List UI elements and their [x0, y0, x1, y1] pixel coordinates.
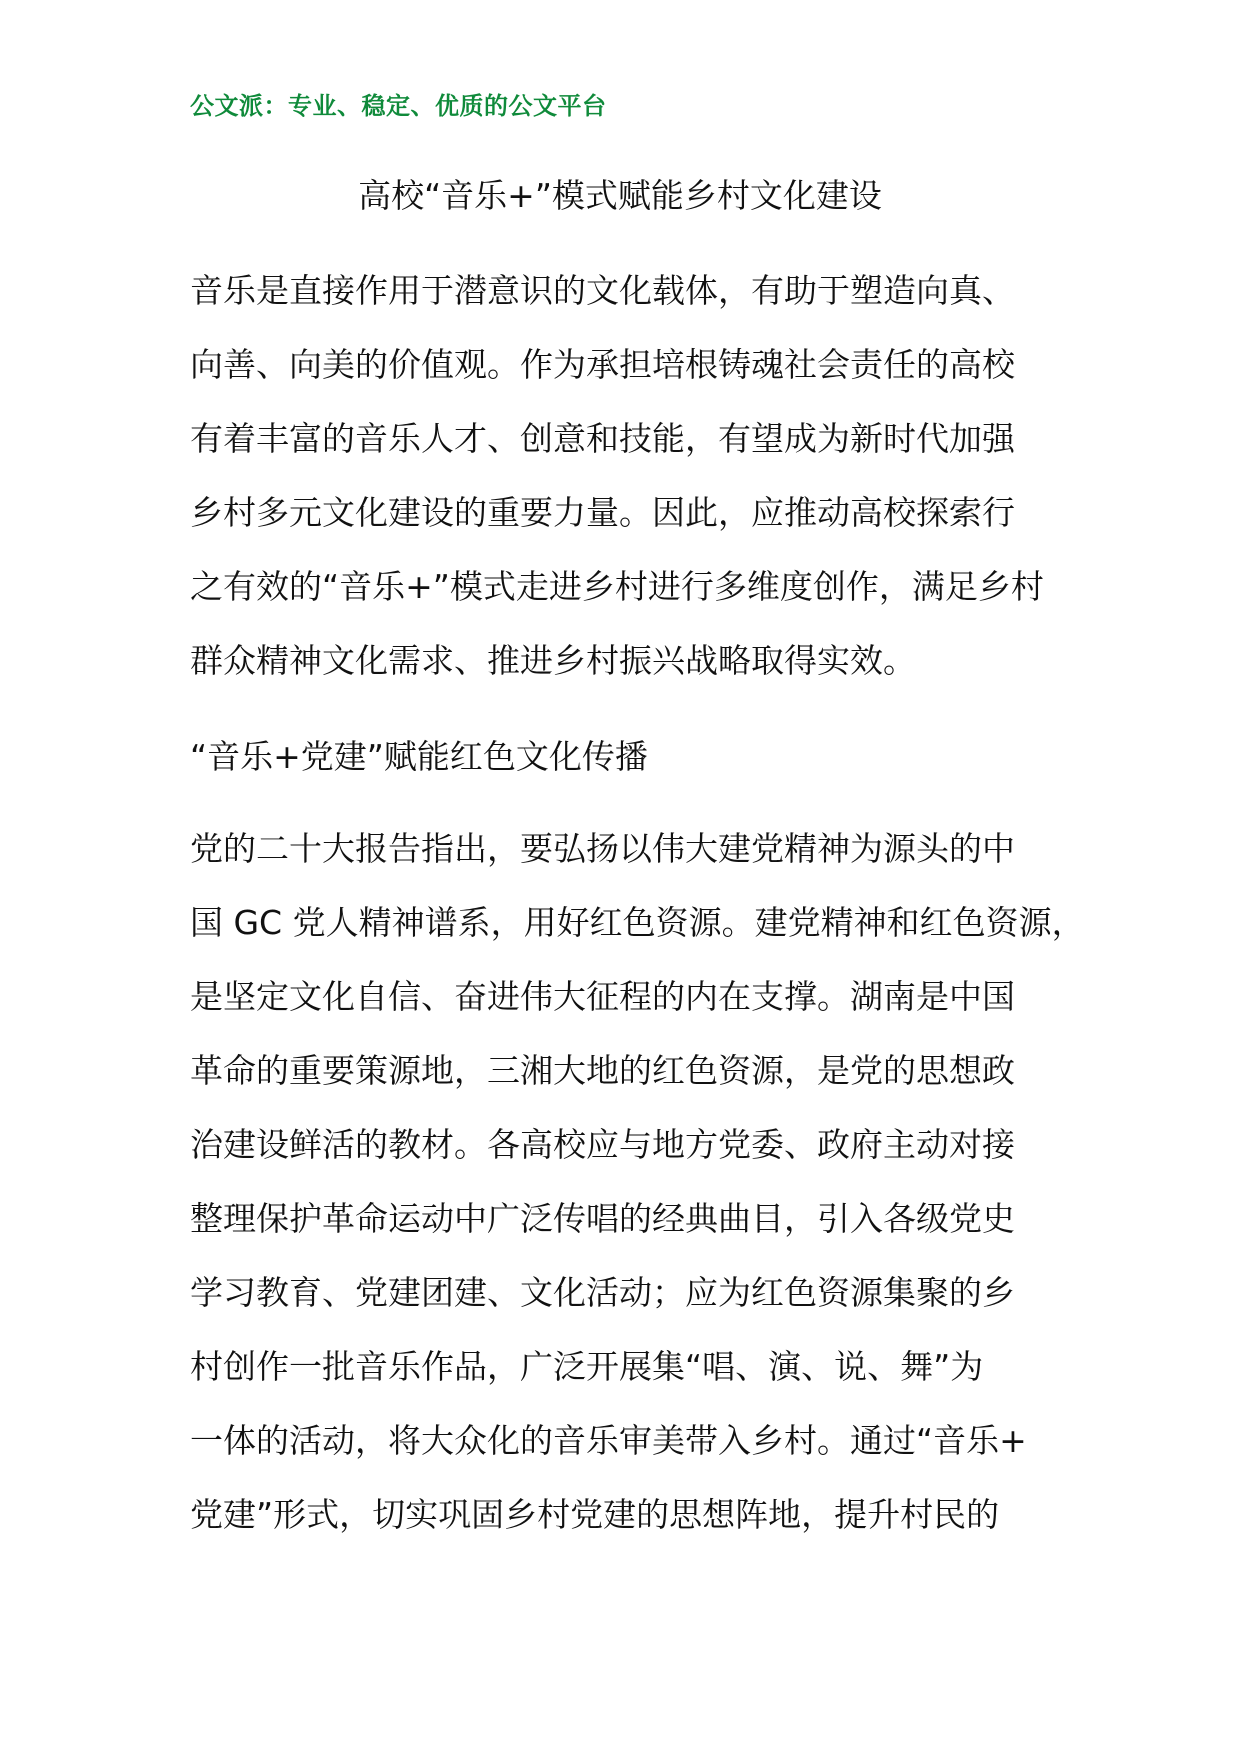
- section-heading: “音乐+党建”赋能红色文化传播: [190, 737, 648, 776]
- body-paragraph: [190, 812, 1085, 1552]
- text-line: 音乐是直接作用于潜意识的文化载体，有助于塑造向真、: [190, 271, 1015, 310]
- text-line: 向善、向美的价值观。作为承担培根铸魂社会责任的高校: [190, 345, 1015, 384]
- text-line: 国 GC 党人精神谱系，用好红色资源。建党精神和红色资源，: [190, 903, 1085, 942]
- document-title: 高校“音乐+”模式赋能乡村文化建设: [358, 176, 882, 215]
- text-line: 党建”形式，切实巩固乡村党建的思想阵地，提升村民的: [190, 1495, 1000, 1534]
- text-line: 村创作一批音乐作品，广泛开展集“唱、演、说、舞”为: [190, 1347, 984, 1386]
- text-line: 群众精神文化需求、推进乡村振兴战略取得实效。: [190, 641, 916, 680]
- text-line: 是坚定文化自信、奋进伟大征程的内在支撑。湖南是中国: [190, 977, 1015, 1016]
- text-line: 有着丰富的音乐人才、创意和技能，有望成为新时代加强: [190, 419, 1015, 458]
- text-line: 一体的活动，将大众化的音乐审美带入乡村。通过“音乐+: [190, 1421, 1027, 1460]
- text-line: 整理保护革命运动中广泛传唱的经典曲目，引入各级党史: [190, 1199, 1015, 1238]
- text-line: 党的二十大报告指出，要弘扬以伟大建党精神为源头的中: [190, 829, 1015, 868]
- text-line: 革命的重要策源地，三湘大地的红色资源，是党的思想政: [190, 1051, 1015, 1090]
- header-banner: 公文派：专业、稳定、优质的公文平台: [190, 92, 607, 120]
- intro-paragraph: [190, 254, 1070, 698]
- text-line: 治建设鲜活的教材。各高校应与地方党委、政府主动对接: [190, 1125, 1015, 1164]
- text-line: 乡村多元文化建设的重要力量。因此，应推动高校探索行: [190, 493, 1015, 532]
- text-line: 学习教育、党建团建、文化活动；应为红色资源集聚的乡: [190, 1273, 1015, 1312]
- text-line: 之有效的“音乐+”模式走进乡村进行多维度创作，满足乡村: [190, 567, 1044, 606]
